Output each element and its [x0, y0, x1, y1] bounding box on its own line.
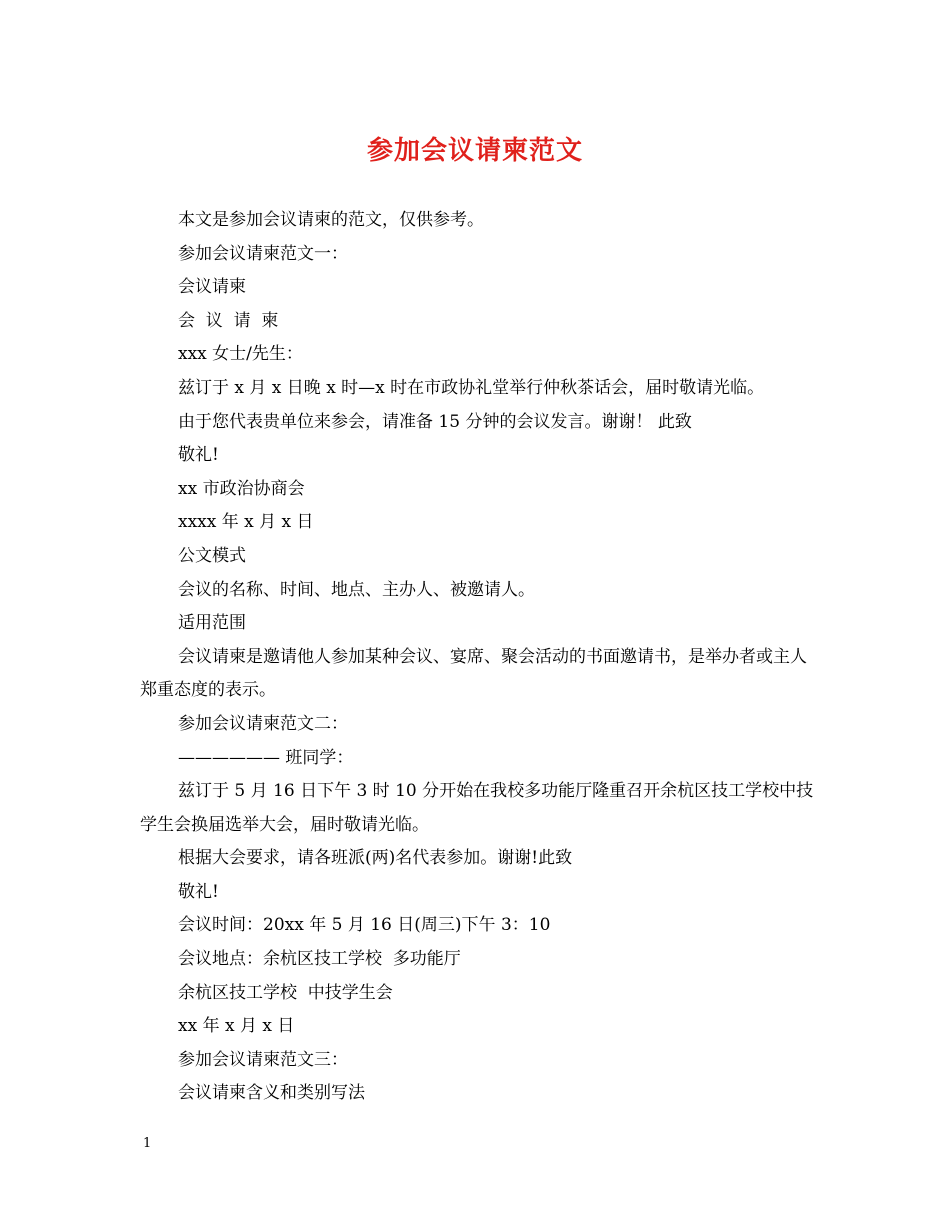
paragraph: 公文模式: [178, 545, 246, 566]
paragraph: 参加会议请柬范文一：: [178, 243, 348, 264]
paragraph: 适用范围: [178, 613, 246, 634]
paragraph: 会议时间：20xx 年 5 月 16 日(周三)下午 3：10: [178, 915, 551, 936]
paragraph: xx 市政治协商会: [178, 478, 305, 499]
paragraph: 会议请柬是邀请他人参加某种会议、宴席、聚会活动的书面邀请书，是举办者或主人郑重态度的表示。: [140, 646, 807, 701]
paragraph: —————— 班同学：: [178, 747, 354, 768]
paragraph: 余杭区技工学校 中技学生会: [178, 982, 393, 1003]
paragraph: 参加会议请柬范文二：: [178, 713, 348, 734]
paragraph: 会议的名称、时间、地点、主办人、被邀请人。: [178, 579, 535, 600]
paragraph: xxx 女士/先生：: [178, 344, 303, 365]
document-title: 参加会议请柬范文: [366, 136, 583, 166]
paragraph: 兹订于 x 月 x 日晚 x 时—x 时在市政协礼堂举行仲秋茶话会，届时敬请光临。: [178, 377, 765, 398]
paragraph: xxxx 年 x 月 x 日: [178, 512, 314, 533]
paragraph: 兹订于 5 月 16 日下午 3 时 10 分开始在我校多功能厅隆重召开余杭区技工学校中技学生会换届选举大会，届时敬请光临。: [140, 781, 814, 835]
paragraph: 参加会议请柬范文三：: [178, 1049, 348, 1070]
paragraph: xx 年 x 月 x 日: [178, 1016, 295, 1037]
paragraph: 会 议 请 柬: [178, 310, 279, 331]
paragraph: 由于您代表贵单位来参会，请准备 15 分钟的会议发言。谢谢！ 此致: [178, 411, 692, 432]
paragraph: 会议地点：余杭区技工学校 多功能厅: [178, 949, 461, 970]
paragraph: 根据大会要求，请各班派(两)名代表参加。谢谢!此致: [178, 848, 573, 869]
paragraph: 会议请柬: [178, 277, 246, 298]
paragraph: 本文是参加会议请柬的范文，仅供参考。: [178, 210, 484, 230]
paragraph: 会议请柬含义和类别写法: [178, 1083, 365, 1104]
page-number: 1: [143, 1136, 152, 1151]
paragraph: 敬礼!: [178, 881, 219, 902]
paragraph: 敬礼!: [178, 445, 219, 466]
document-body: [140, 204, 820, 1111]
